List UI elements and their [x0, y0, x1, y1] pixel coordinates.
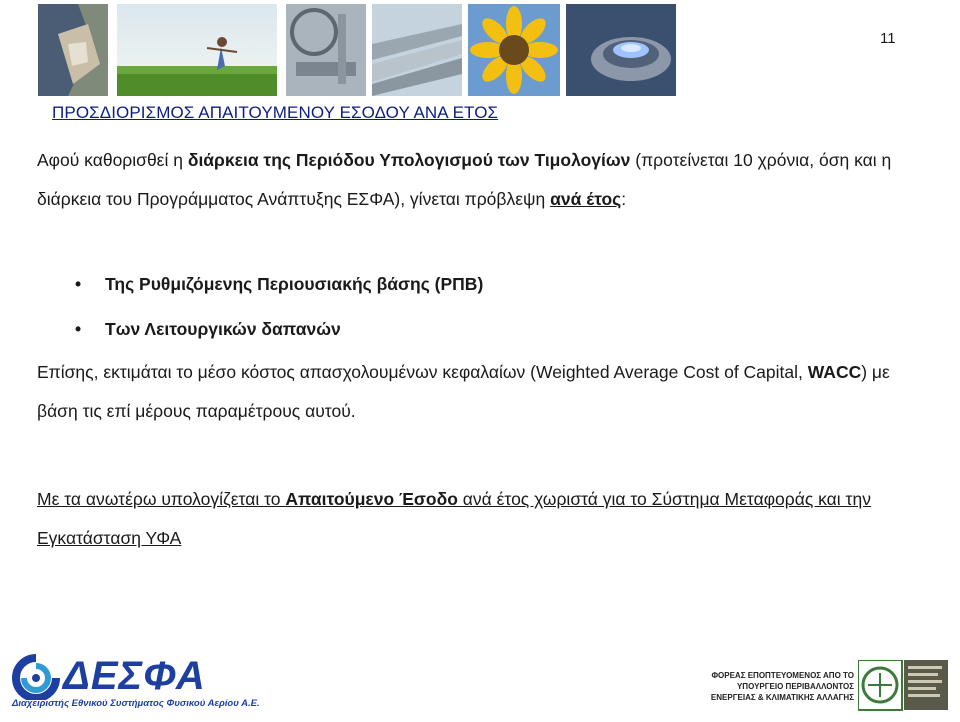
paragraph-wacc — [37, 353, 917, 431]
paragraph-forecast-intro — [37, 141, 917, 219]
list-item — [75, 307, 483, 352]
bullet-marker: • — [75, 319, 82, 339]
paragraph-bold-text: WACC — [807, 362, 862, 382]
field-person-photo — [117, 4, 277, 96]
paragraph-text: Με τα ανωτέρω υπολογίζεται το — [37, 489, 286, 509]
paragraph-required-revenue — [37, 480, 917, 558]
pipelines-photo — [372, 4, 462, 96]
desfa-logo-subtitle: Διαχειριστής Εθνικού Συστήματος Φυσικού Αερίου Α.Ε. — [12, 698, 260, 709]
slide-title: ΠΡΟΣΔΙΟΡΙΣΜΟΣ ΑΠΑΙΤΟΥΜΕΝΟΥ ΕΣΟΔΟΥ ΑΝΑ ΕΤΟΣ — [52, 103, 499, 122]
paragraph-text: ανά έτος χωριστά για το Σύστημα Μεταφοράς και την Εγκατάσταση ΥΦΑ — [37, 489, 871, 548]
paragraph-bold-text: Απαιτούμενο Έσοδο — [285, 489, 458, 509]
paragraph-bold-underlined-text: ανά έτος — [550, 189, 622, 209]
page-number: 11 — [880, 30, 896, 47]
bullet-text: Των Λειτουργικών δαπανών — [105, 319, 341, 339]
desfa-swirl-icon — [8, 652, 64, 700]
gas-burner-photo — [566, 4, 676, 96]
list-item — [75, 262, 483, 307]
paragraph-text: (προτείνεται 10 χρόνια, όση και η διάρκεια του Προγράμματος Ανάπτυξης ΕΣΦΑ), γίνεται πρόβλεψη — [37, 150, 892, 209]
paragraph-text: Αφού καθορισθεί η — [37, 150, 188, 170]
bullet-marker: • — [75, 274, 82, 294]
supervising-authority-text: ΦΟΡΕΑΣ ΕΠΟΠΤΕΥΟΜΕΝΟΣ ΑΠΟ ΤΟ ΥΠΟΥΡΓΕΙΟ ΠΕΡΙΒΑΛΛΟΝΤΟΣ ΕΝΕΡΓΕΙΑΣ & ΚΛΙΜΑΤΙΚΗΣ ΑΛΛΑΓΗΣ — [710, 671, 854, 702]
forecast-bullet-list — [75, 262, 483, 352]
paragraph-text: ) με βάση τις επί μέρους παραμέτρους αυτού. — [37, 362, 890, 421]
coastline-aerial-photo — [38, 4, 108, 96]
desfa-logo-text: ΔΕΣΦΑ — [63, 654, 206, 698]
paragraph-text: Επίσης, εκτιμάται το μέσο κόστος απασχολουμένων κεφαλαίων (Weighted Average Cost of Capital, — [37, 362, 808, 382]
sunflower-photo — [468, 4, 560, 96]
ministry-emblem-icon — [858, 660, 948, 712]
paragraph-bold-text: διάρκεια της Περιόδου Υπολογισμού των Τιμολογίων — [187, 150, 631, 170]
desfa-logo — [8, 648, 260, 714]
bullet-text: Της Ρυθμιζόμενης Περιουσιακής βάσης (ΡΠΒ) — [105, 274, 484, 294]
paragraph-text: : — [621, 189, 627, 209]
valves-photo — [286, 4, 366, 96]
